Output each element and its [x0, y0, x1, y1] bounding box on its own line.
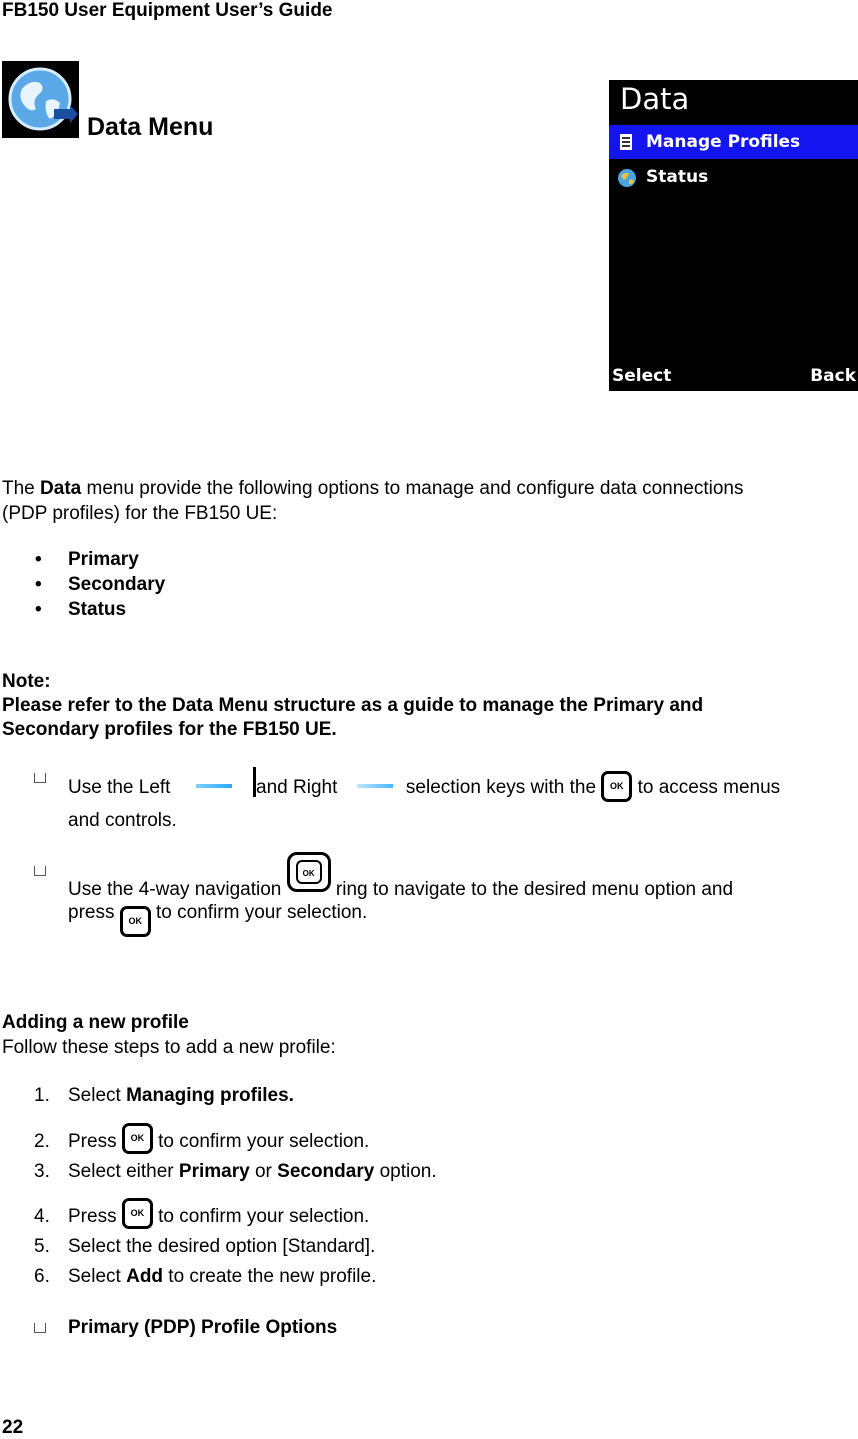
menu-item-status[interactable] [609, 160, 858, 194]
intro-text: menu provide the following options to manage and configure data connections [81, 478, 744, 499]
step-item: 5. Select the desired option [Standard]. [34, 1236, 376, 1257]
step-item: 1. Select Managing profiles. [34, 1085, 294, 1106]
step-item: 3. Select either Primary or Secondary option. [34, 1161, 437, 1182]
options-heading: Primary (PDP) Profile Options [68, 1317, 337, 1339]
subsection-title: Adding a new profile [2, 1012, 189, 1033]
navigation-ring-icon: OK [287, 852, 331, 892]
checkbox-bullet-icon [34, 1323, 46, 1333]
note-line: Please refer to the Data Menu structure as a guide to manage the Primary and [2, 695, 704, 716]
step-item: 4. Press OK to confirm your selection. [68, 1190, 369, 1227]
bullet-item: • Status [35, 599, 127, 620]
bullet-item: • Secondary [35, 574, 166, 595]
menu-item-label: Status [646, 167, 709, 187]
intro-bold: Data [40, 478, 82, 499]
instruction-item: Use the 4-way navigation OK ring to navigate to the desired menu option and [68, 860, 858, 902]
intro-text: The [2, 478, 41, 499]
ok-button-icon: OK [122, 1123, 153, 1154]
page-number: 22 [2, 1417, 24, 1438]
note-line: Secondary profiles for the FB150 UE. [2, 719, 337, 740]
section-title: Data Menu [87, 113, 214, 141]
intro-text-line2: (PDP profiles) for the FB150 UE: [2, 503, 278, 524]
note-block [2, 670, 703, 742]
subsection-subtitle: Follow these steps to add a new profile: [2, 1037, 336, 1058]
ok-button-icon: OK [122, 1198, 153, 1229]
note-label: Note: [2, 671, 51, 692]
globe-icon [2, 61, 79, 138]
globe-icon [617, 168, 635, 186]
instruction-item: Use the Left and Right selection keys with the OK to access menus and controls. [68, 767, 858, 833]
bullet-item: • Primary [35, 549, 139, 570]
document-icon [617, 133, 635, 151]
intro-paragraph [2, 476, 852, 526]
phone-screen-title: Data [620, 82, 690, 116]
instruction-line: press OK to confirm your selection. [68, 900, 367, 937]
document-header: FB150 User Equipment User’s Guide [2, 0, 333, 21]
step-item: 2. Press OK to confirm your selection. [68, 1115, 369, 1152]
checkbox-bullet-icon [34, 866, 46, 876]
softkey-back[interactable]: Back [810, 366, 856, 386]
left-softkey-icon [196, 784, 232, 788]
menu-item-manage-profiles[interactable] [609, 125, 858, 159]
ok-button-icon: OK [601, 771, 632, 802]
phone-screen [609, 80, 858, 391]
step-item: 6. Select Add to create the new profile. [34, 1266, 377, 1287]
ok-button-icon: OK [120, 906, 151, 937]
right-softkey-icon [357, 784, 393, 788]
menu-item-label: Manage Profiles [646, 132, 801, 152]
softkey-select[interactable]: Select [612, 366, 672, 386]
checkbox-bullet-icon [34, 773, 46, 783]
